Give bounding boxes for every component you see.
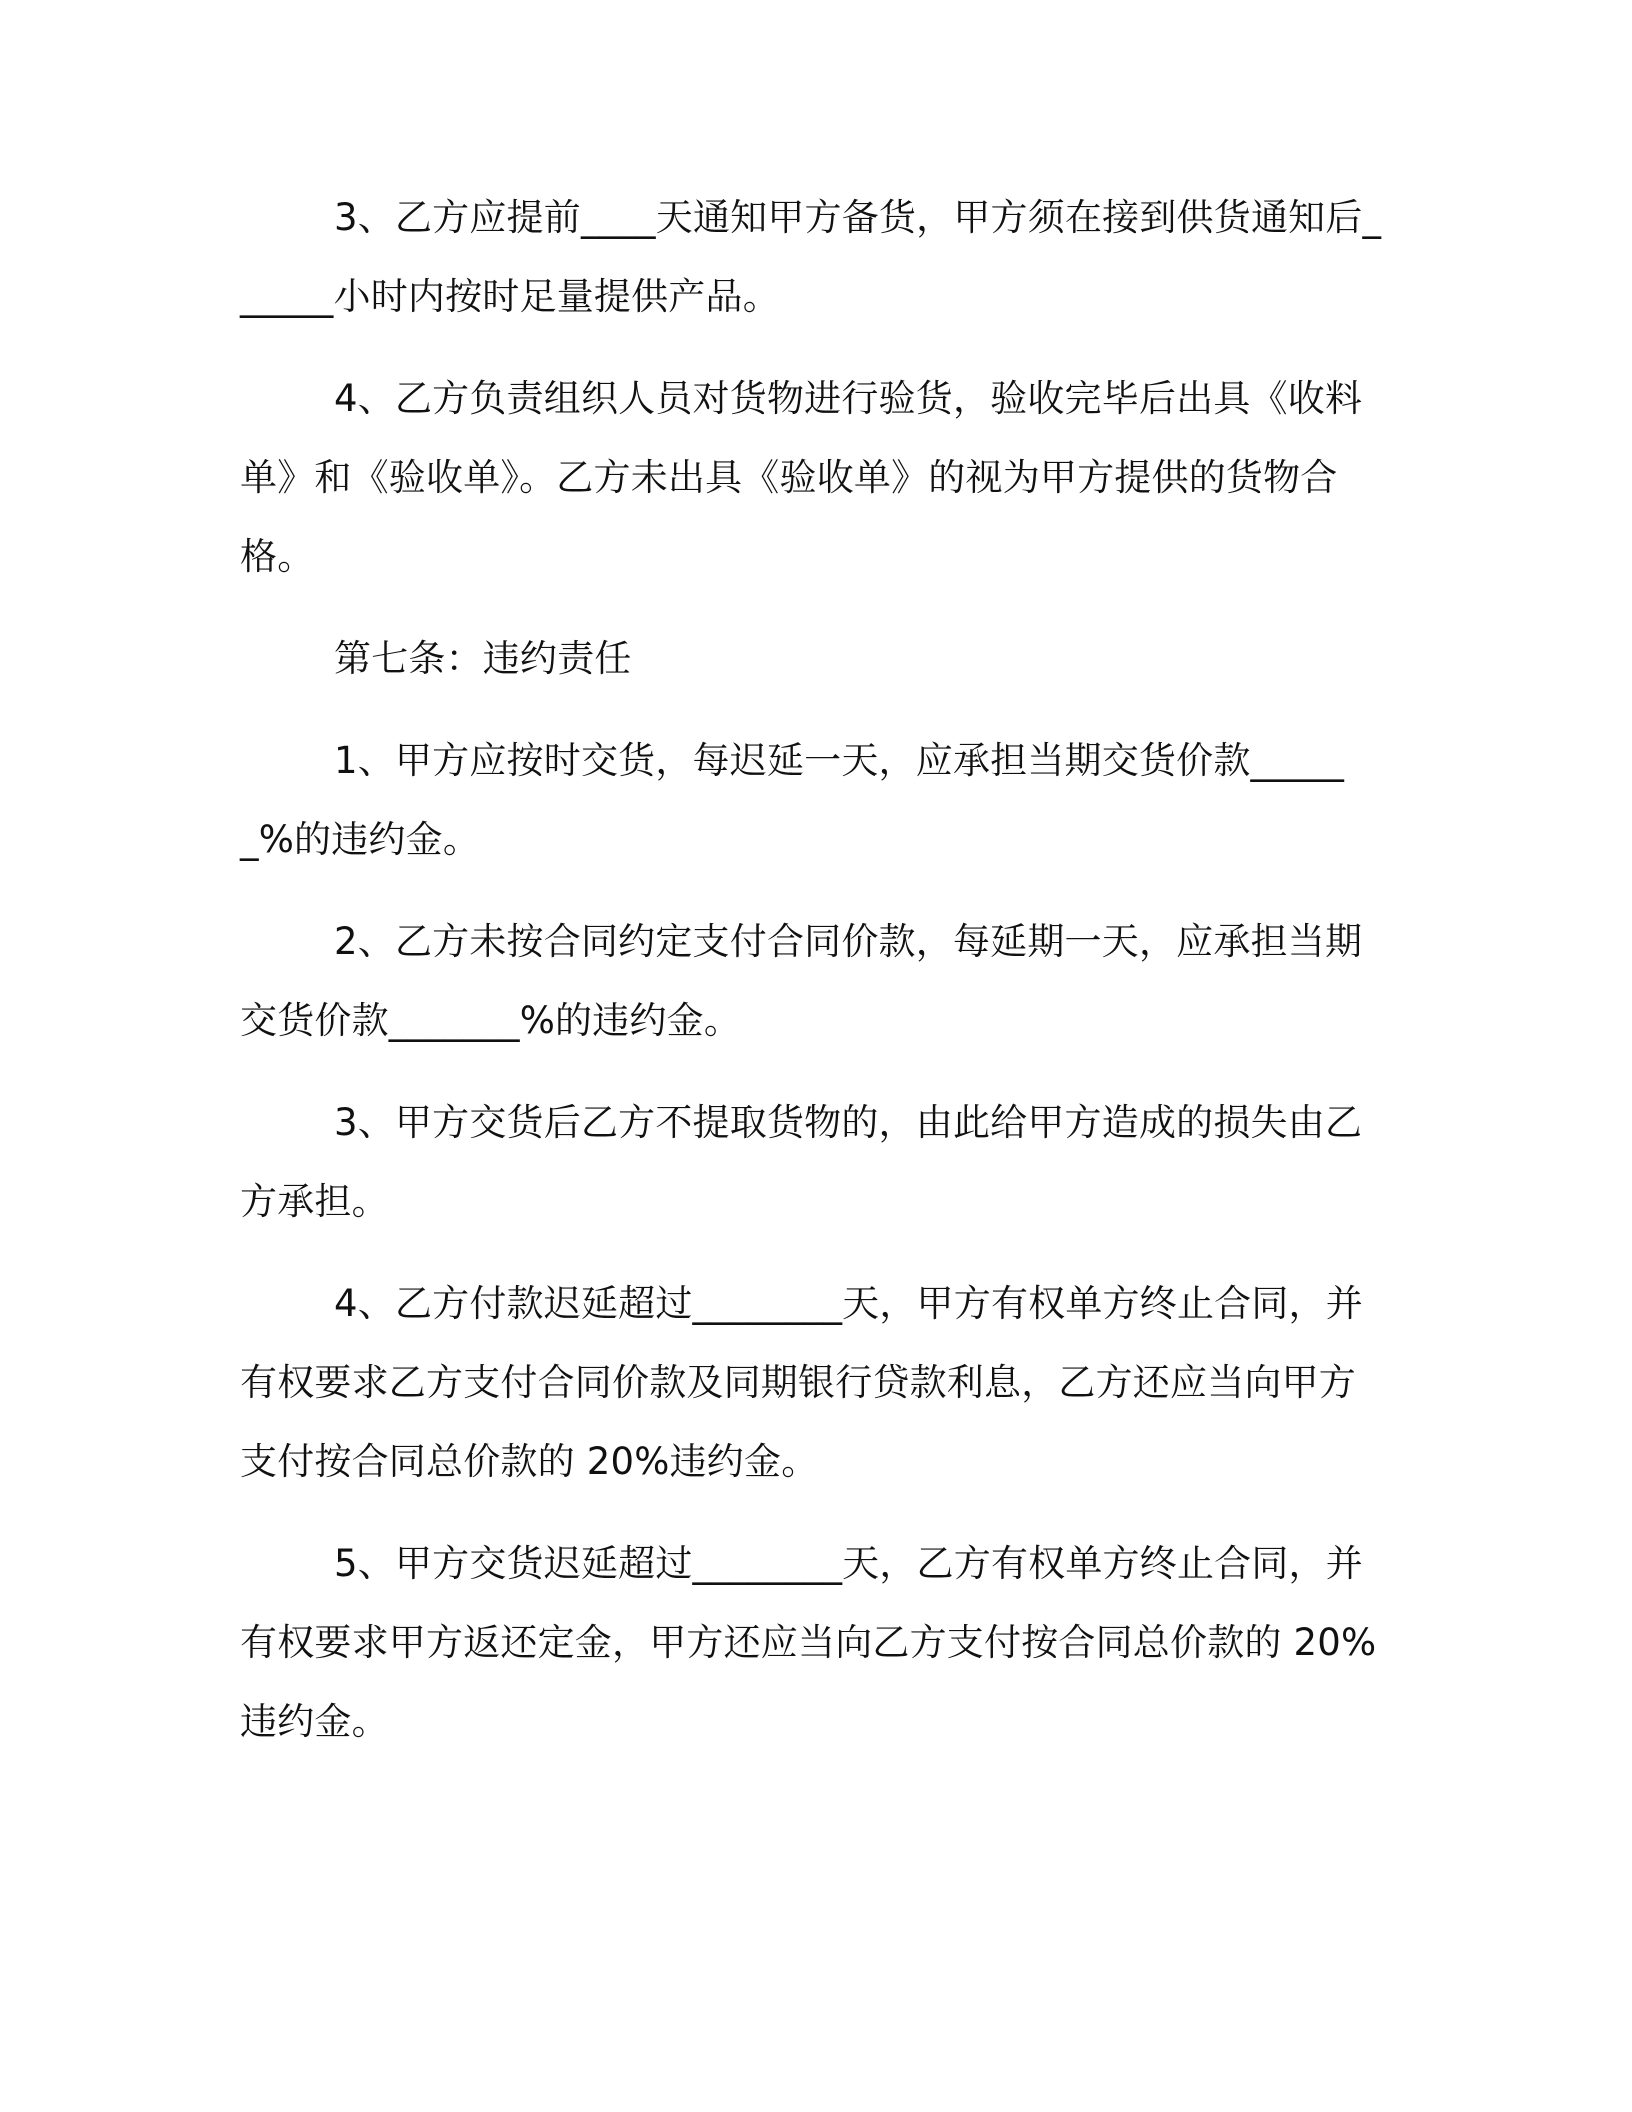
section-heading-breach: 第七条：违约责任 — [334, 637, 632, 680]
clause-paragraph-late-delivery-penalty: 1、甲方应按时交货，每迟延一天，应承担当期交货价款______%的违约金。 — [240, 739, 1345, 861]
clause-paragraph-goods-not-collected: 3、甲方交货后乙方不提取货物的，由此给甲方造成的损失由乙方承担。 — [240, 1101, 1363, 1223]
clause-paragraph-late-payment-penalty: 2、乙方未按合同约定支付合同价款，每延期一天，应承担当期交货价款_______%的违约金。 — [240, 920, 1363, 1042]
clause-paragraph-supply-notice: 3、乙方应提前____天通知甲方备货，甲方须在接到供货通知后______小时内按时足量提供产品。 — [240, 196, 1382, 318]
clause-paragraph-inspection: 4、乙方负责组织人员对货物进行验货，验收完毕后出具《收料单》和《验收单》。乙方未出具《验收单》的视为甲方提供的货物合格。 — [240, 377, 1363, 578]
clause-paragraph-payment-delay-termination: 4、乙方付款迟延超过________天，甲方有权单方终止合同，并有权要求乙方支付合同价款及同期银行贷款利息，乙方还应当向甲方支付按合同总价款的 20%违约金。 — [240, 1282, 1363, 1483]
clause-paragraph-delivery-delay-termination: 5、甲方交货迟延超过________天，乙方有权单方终止合同，并有权要求甲方返还定金，甲方还应当向乙方支付按合同总价款的 20%违约金。 — [240, 1542, 1377, 1743]
document-body — [240, 178, 1385, 1784]
